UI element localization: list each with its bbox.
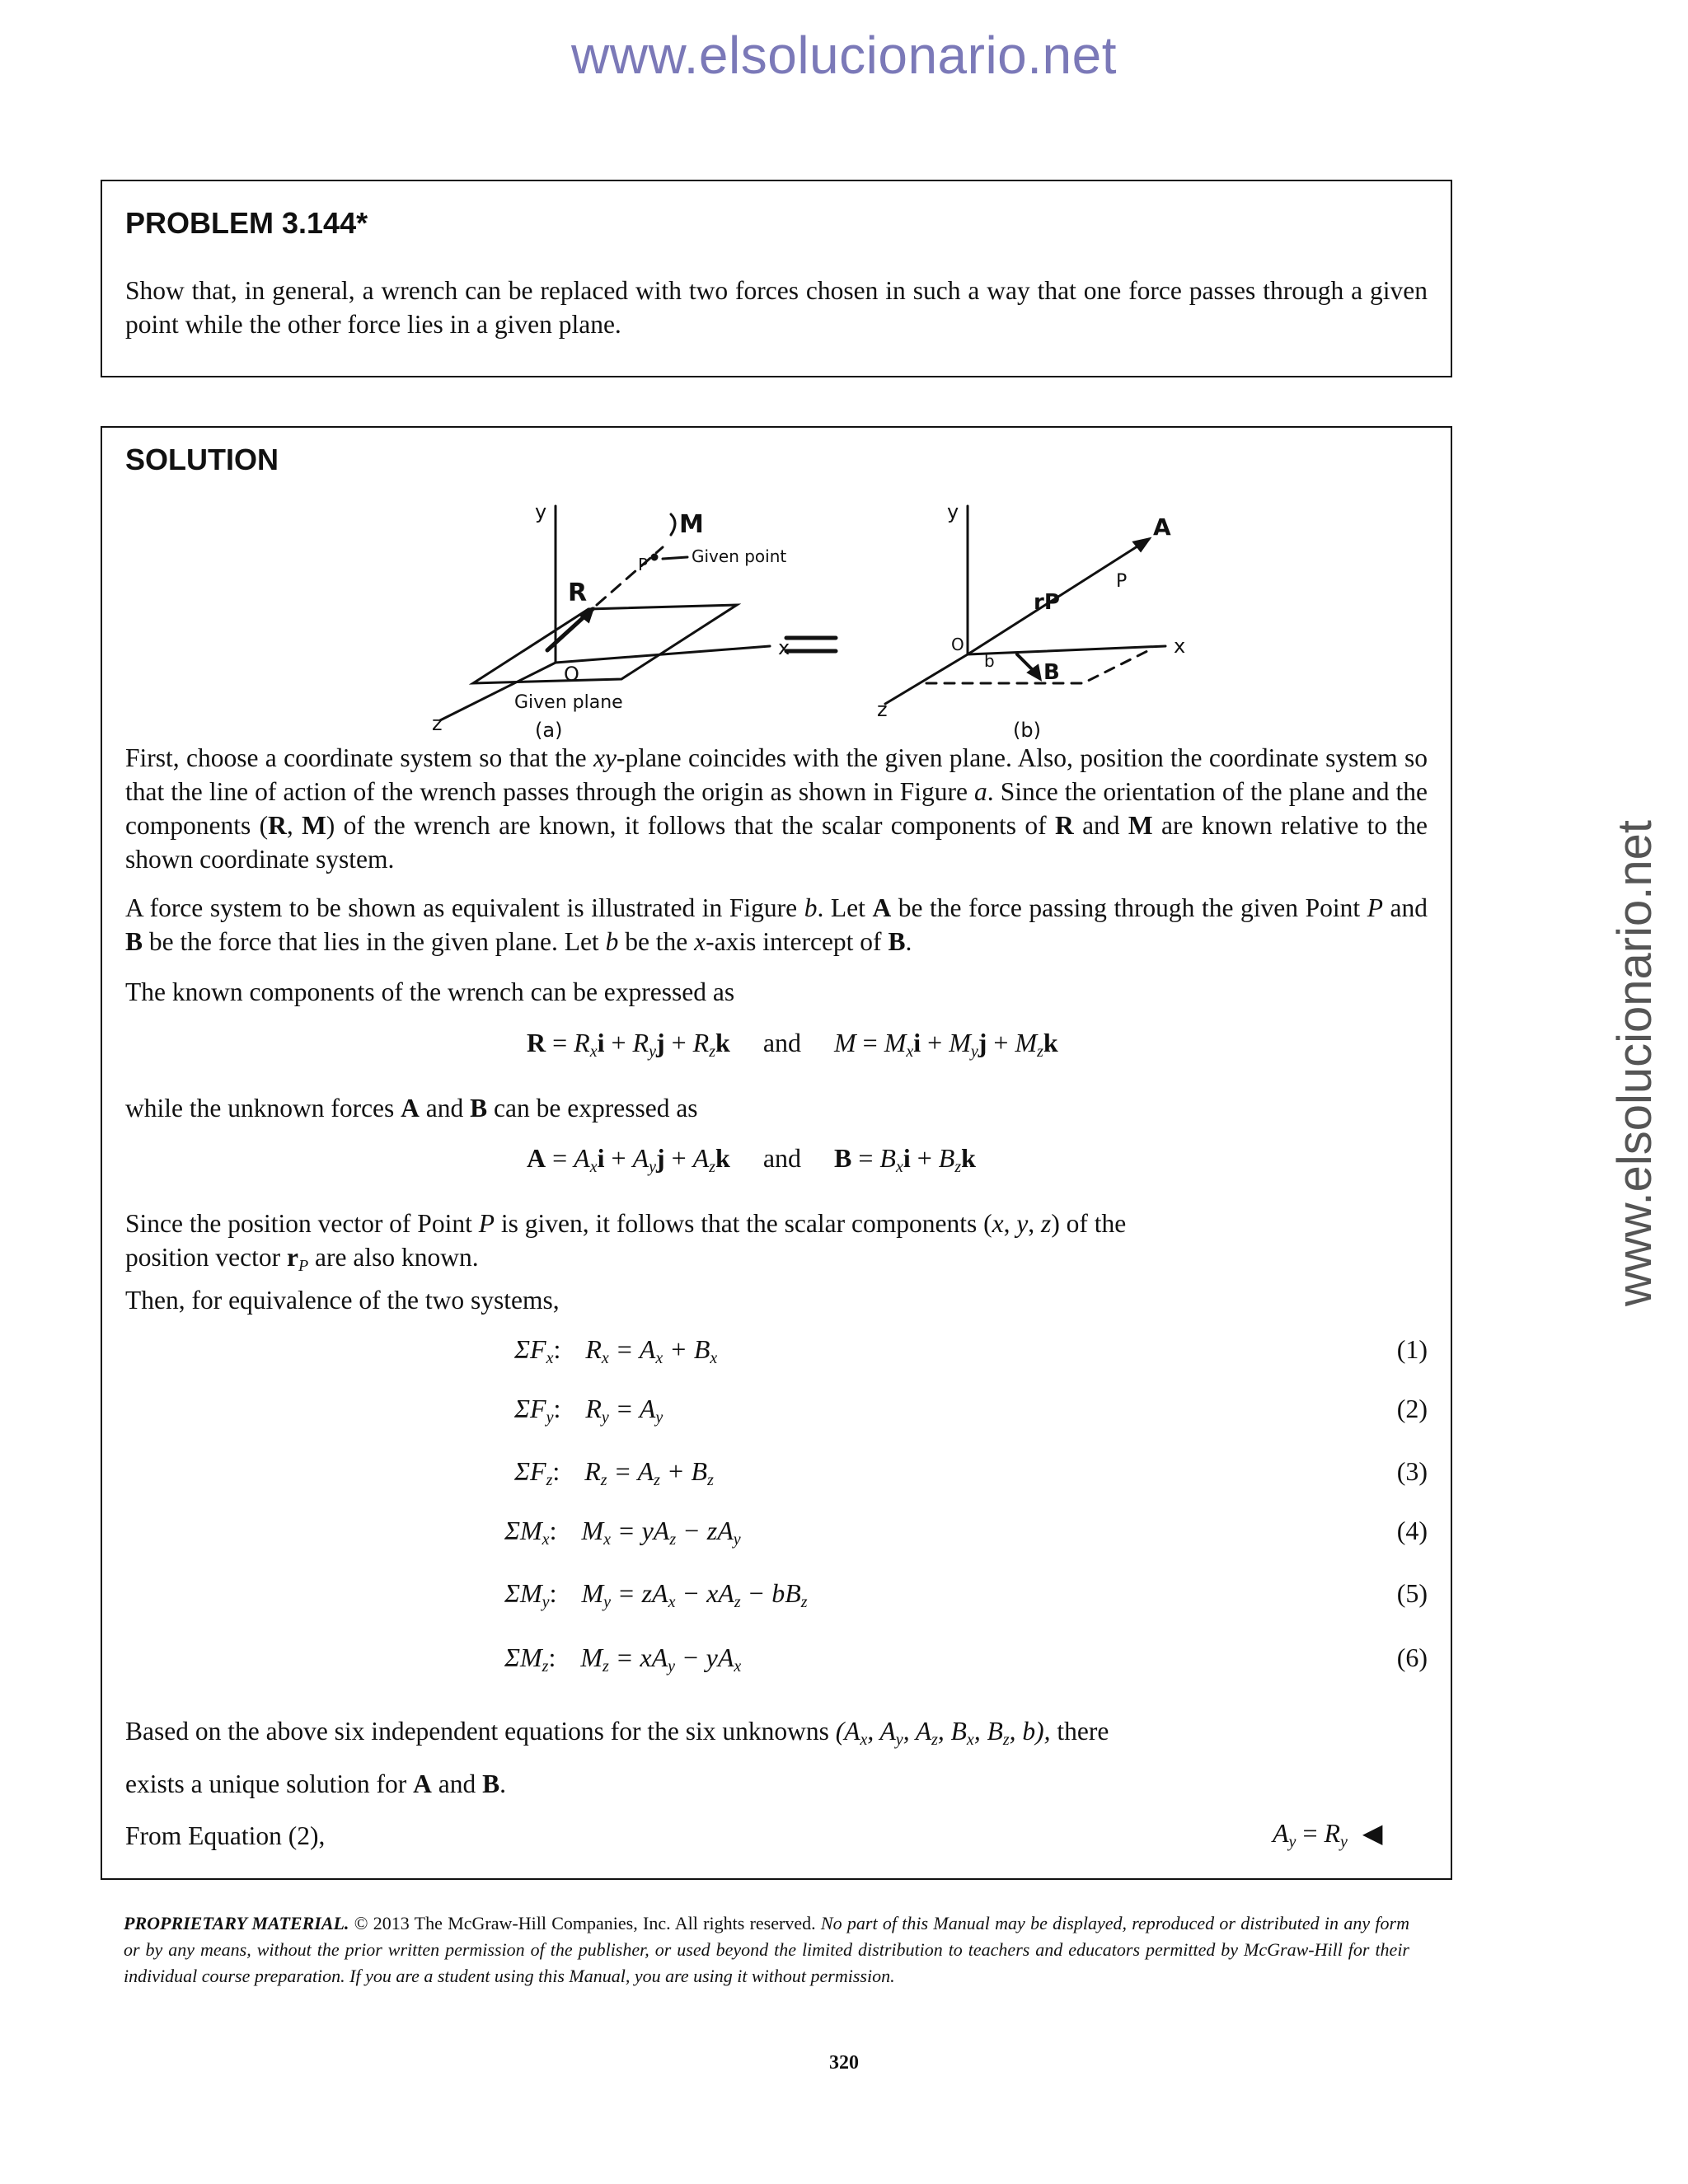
equation-row: $\Sigma M_x$: $M_x = yA_z - zA_y$ bbox=[504, 1516, 741, 1549]
fig-a-moment-arc bbox=[671, 514, 675, 535]
problem-statement: Show that, in general, a wrench can be replaced with two forces chosen in such a way that one force passes through a given point while the other force lies in a given plane. bbox=[125, 276, 1428, 339]
fig-a-caption: (a) bbox=[535, 719, 563, 742]
fig-a-label-P: P bbox=[638, 555, 649, 574]
fig-b-label-rP: rP bbox=[1034, 590, 1060, 615]
fig-b-label-A: A bbox=[1153, 513, 1171, 541]
fig-a-label-x: x bbox=[778, 636, 790, 659]
equation-number: (4) bbox=[1396, 1516, 1428, 1545]
fig-b-label-P: P bbox=[1116, 571, 1128, 592]
para-4: while the unknown forces A and B can be expressed as bbox=[125, 1094, 698, 1122]
solution-box bbox=[101, 426, 1452, 1880]
equation-row: $\Sigma M_z$: $M_z = xA_y - yA_x$ bbox=[504, 1643, 742, 1675]
fig-a-label-z: z bbox=[432, 712, 443, 735]
fig-a-label-given-point: Given point bbox=[692, 546, 787, 566]
equation-number: (6) bbox=[1396, 1643, 1428, 1672]
equation-row: $\Sigma F_x$: $R_x = A_x + B_x$ bbox=[514, 1334, 718, 1367]
solution-title: SOLUTION bbox=[125, 443, 279, 476]
para-3: The known components of the wrench can be expressed as bbox=[125, 977, 735, 1006]
unknowns-list: ($A_x$, $A_y$, $A_z$, $B_x$, $B_z$, b), bbox=[835, 1717, 1051, 1749]
result-equation: $A_y = R_y$ ◀ bbox=[1273, 1818, 1383, 1851]
wrench-figure bbox=[424, 490, 1215, 745]
fig-a-given-point bbox=[652, 555, 657, 560]
watermark-side: www.elsolucionario.net bbox=[1608, 820, 1662, 1306]
fig-b-x-axis bbox=[968, 646, 1165, 654]
equation-row: $\Sigma M_y$: $M_y = zA_x - xA_z - bB_z$ bbox=[504, 1578, 808, 1611]
fig-b-caption: (b) bbox=[1013, 719, 1041, 742]
fig-a-plane bbox=[473, 605, 737, 683]
para-5: Since the position vector of Point P is given, it follows that the scalar components (x, y, z) of the position vector $r_P$ are also known. bbox=[125, 1209, 1127, 1275]
fig-a-label-R: R bbox=[568, 579, 588, 607]
fig-b-z-axis bbox=[885, 654, 968, 704]
fig-b-label-b: b bbox=[984, 651, 995, 671]
fig-b-label-y: y bbox=[947, 500, 959, 523]
watermark-top: www.elsolucionario.net bbox=[571, 26, 1117, 85]
para-6: Then, for equivalence of the two systems, bbox=[125, 1286, 560, 1315]
answer-marker-icon: ◀ bbox=[1362, 1818, 1383, 1848]
para-7: Based on the above six independent equations for the six unknowns ($A_x$, $A_y$, $A_z$, $B_x$, $B_z$, b), there exists a unique solution for A and B. bbox=[125, 1717, 1109, 1798]
equation-number: (2) bbox=[1396, 1394, 1428, 1423]
equation-number: (5) bbox=[1396, 1578, 1428, 1608]
fig-a-label-y: y bbox=[535, 500, 547, 523]
equation-unknown: $A = A_xi + A_yj + A_zk$ and $B = B_xi + B_zk$ bbox=[527, 1143, 976, 1176]
fig-b-label-O: O bbox=[951, 635, 964, 654]
equation-number: (1) bbox=[1396, 1334, 1428, 1364]
fig-b-A-head bbox=[1134, 539, 1149, 551]
problem-box bbox=[101, 180, 1452, 377]
para-2: A force system to be shown as equivalent is illustrated in Figure b. Let A be the force passing through the given Point P and B be the force that lies in the given plane. Let b be the x-axis intercept of B. bbox=[125, 893, 1428, 956]
fig-a-label-O: O bbox=[564, 663, 579, 686]
equation-number: (3) bbox=[1396, 1456, 1428, 1486]
fig-b-label-B: B bbox=[1043, 660, 1060, 685]
page-number: 320 bbox=[829, 2052, 859, 2074]
para-1: First, choose a coordinate system so that the xy-plane coincides with the given plane. Also, position the coordinate system so that the line of action of the wrench passes through the origin as shown in Figure a. Since the orientation of the plane and the components (R, M) of the wrench are known, it follows that the scalar components of R and M are known relative to the shown coordinate system. bbox=[125, 743, 1428, 874]
fig-a-label-given-plane: Given plane bbox=[514, 692, 623, 713]
fig-a-label-M: M bbox=[679, 510, 704, 539]
equation-row: $\Sigma F_y$: $R_y = A_y$ bbox=[514, 1394, 663, 1427]
fig-a-x-axis bbox=[556, 646, 770, 663]
equation-row: $\Sigma F_z$: $R_z = A_z + B_z$ bbox=[514, 1456, 714, 1489]
fig-a-point-leader bbox=[663, 557, 687, 559]
para-8: From Equation (2), bbox=[125, 1821, 326, 1850]
equation-known: $R = R_xi + R_yj + R_zk$ and $M = M_xi + M_yj + M_zk$ bbox=[527, 1028, 1058, 1061]
problem-title: PROBLEM 3.144* bbox=[125, 206, 368, 240]
copyright-footer: PROPRIETARY MATERIAL. © 2013 The McGraw-Hill Companies, Inc. All rights reserved. No part of this Manual may be displayed, reproduced or distributed in any form or by any means, without the prior written permission of the publisher, or used beyond the limited distribution to teachers and educators permitted by McGraw-Hill for their individual course preparation. If you are a student using this Manual, you are using it without permission. bbox=[124, 1913, 1409, 1986]
fig-b-label-z: z bbox=[877, 698, 888, 721]
fig-b-label-x: x bbox=[1174, 635, 1186, 658]
